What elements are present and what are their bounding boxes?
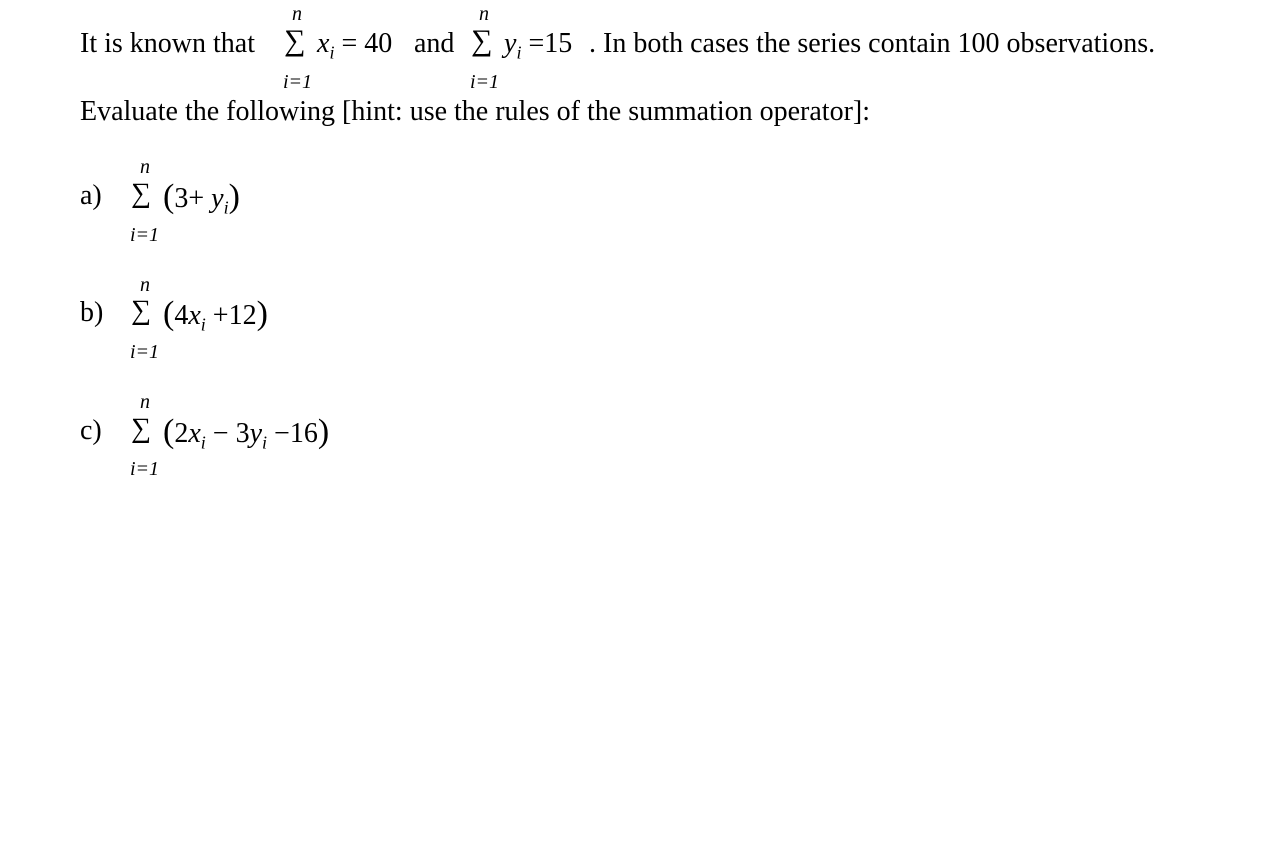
item-b-var: x: [188, 300, 201, 331]
intro-connector: and: [414, 28, 455, 59]
sum1-lower-text: i=1: [283, 71, 313, 93]
sum2-sub: i: [516, 42, 522, 63]
item-a-sub: i: [223, 197, 229, 218]
item-b-expr-pre: 4: [174, 300, 189, 331]
item-a-upper-limit: n: [140, 156, 150, 178]
item-b-rparen: ): [256, 295, 268, 332]
sum2-upper-limit: n: [479, 3, 489, 25]
item-a-sigma-symbol: ∑: [131, 178, 151, 209]
item-b-label: b): [80, 297, 104, 328]
item-a-lparen: (: [163, 178, 175, 215]
item-a-lower-limit: i=1: [130, 224, 160, 246]
intro-suffix: . In both cases the series contain 100 observations.: [589, 28, 1156, 59]
item-c-var1: x: [188, 418, 201, 449]
item-b-expr-post: +12: [205, 300, 257, 331]
item-a-rparen: ): [228, 178, 240, 215]
item-b-sub: i: [200, 314, 206, 335]
sum1-sub: i: [329, 42, 335, 63]
item-b-lower-limit: i=1: [130, 341, 160, 363]
item-c-sigma-symbol: ∑: [131, 413, 151, 444]
item-c-sub1: i: [200, 432, 206, 453]
sum2-lower-limit: [470, 72, 499, 92]
item-a-expression: [163, 180, 240, 217]
item-b-sigma-symbol: ∑: [131, 295, 151, 326]
item-b-expression: [163, 297, 268, 334]
sum2-lower-text: i=1: [470, 71, 500, 93]
item-b-lparen: (: [163, 295, 175, 332]
item-a-expr-pre: 3+: [174, 183, 212, 214]
item-c-rparen: ): [317, 413, 330, 450]
item-a-var: y: [211, 183, 224, 214]
sum1-rhs: = 40: [341, 28, 393, 59]
item-c-expr-post: −16: [267, 418, 318, 449]
item-c-var2: y: [249, 418, 263, 449]
item-c-expr-mid: − 3: [205, 418, 250, 449]
sum2-var: y: [504, 28, 517, 59]
item-c-expr-pre: 2: [174, 418, 189, 449]
sum1-var: x: [317, 28, 330, 59]
intro-prefix: It is known that: [80, 28, 255, 59]
sum2-sigma-symbol: ∑: [471, 24, 493, 57]
item-c-upper-limit: n: [140, 391, 150, 413]
item-b-upper-limit: n: [140, 274, 150, 296]
item-c-expression: [163, 415, 329, 452]
sum2-term: [504, 30, 572, 62]
item-c-lower-limit: i=1: [130, 458, 160, 480]
sum1-lower-limit: [283, 72, 312, 92]
sum1-sigma-symbol: ∑: [284, 24, 306, 57]
item-c-sub2: i: [262, 432, 268, 453]
item-c-lparen: (: [163, 413, 175, 450]
item-c-label: c): [80, 415, 102, 446]
sum1-upper-limit: n: [292, 3, 302, 25]
sum2-rhs: =15: [528, 28, 573, 59]
item-a-label: a): [80, 180, 102, 211]
sum1-term: [317, 30, 392, 62]
intro-instruction: Evaluate the following [hint: use the rules of the summation operator]:: [80, 96, 871, 127]
